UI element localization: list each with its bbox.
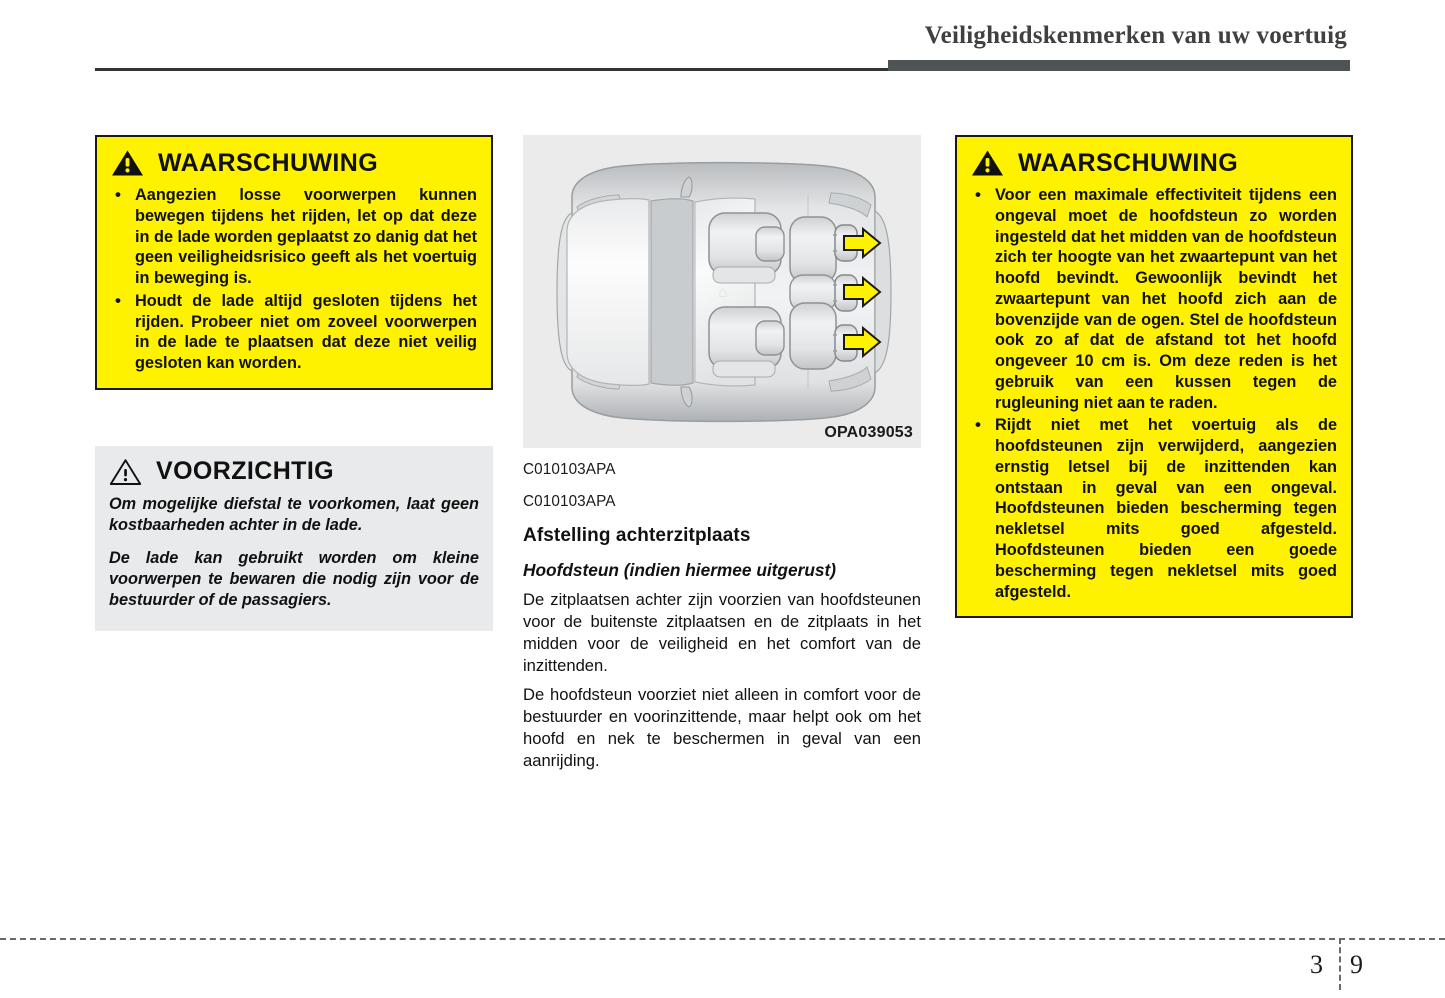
warning-box-header	[111, 149, 477, 177]
page-footer	[0, 938, 1445, 998]
footer-vertical-dashed-divider	[1339, 938, 1341, 990]
rear-seat-left-back	[790, 217, 836, 283]
caution-paragraph: De lade kan gebruikt worden om kleine voorwerpen te bewaren die nodig zijn voor de bestuurder of de passagiers.	[109, 549, 479, 609]
section-title: Afstelling achterzitplaats	[523, 525, 751, 546]
warning-bullet-item: • Houdt de lade altijd gesloten tijdens het rijden. Probeer niet om zoveel voorwerpen in de lade te plaatsen dat deze niet veilig gesloten kan worden.	[111, 291, 477, 374]
warning-box-headrest	[955, 135, 1353, 618]
warning-bullet-list	[971, 185, 1337, 602]
warning-bullet-item: • Rijdt niet met het voertuig als de hoofdsteunen zijn verwijderd, aangezien ernstig letsel bij de inzittenden kan ontstaan in geval van een ongeval. Hoofdsteunen bieden bescherming tegen nekletsel mits goed afgesteld. Hoofdsteunen bieden een goede bescherming tegen nekletsel mits goed afgesteld.	[971, 415, 1337, 602]
roof-watermark: ⌂	[718, 284, 728, 301]
warning-bullet-item: • Aangezien losse voorwerpen kunnen bewegen tijdens het rijden, let op dat deze in de lade worden geplaatst zo danig dat het geen veiligheidsrisico geeft als het voertuig in beweging is.	[111, 185, 477, 289]
warning-box-title: WAARSCHUWING	[158, 148, 379, 177]
column-spacer	[95, 390, 493, 446]
warning-bullet-list	[111, 185, 477, 374]
caution-triangle-outline-icon	[109, 458, 142, 486]
footer-dashed-rule	[0, 938, 1445, 940]
caution-box-header	[109, 458, 479, 486]
figure-reference-code-2: C010103APA	[523, 493, 616, 510]
caution-box-title: VOORZICHTIG	[156, 457, 335, 486]
figure-reference-code-1: C010103APA	[523, 461, 616, 478]
middle-column	[523, 135, 921, 772]
hood	[567, 199, 649, 386]
body-paragraph: De zitplaatsen achter zijn voorzien van hoofdsteunen voor de buitenste zitplaatsen en de zitplaats in het midden voor de veiligheid en het comfort van de inzittenden.	[523, 589, 921, 676]
figure-code-label: OPA039053	[824, 424, 913, 441]
warning-triangle-filled-icon	[111, 149, 144, 177]
warning-box-cargo-tray	[95, 135, 493, 390]
page-title: Veiligheidskenmerken van uw voertuig	[924, 22, 1347, 49]
warning-box-title: WAARSCHUWING	[1018, 148, 1239, 177]
warning-bullet-item: • Voor een maximale effectiviteit tijdens een ongeval moet de hoofdsteun zo worden ingesteld dat het midden van de hoofdsteun zich ter hoogte van het zwaartepunt van het hoofd bevindt. Gewoonlijk bevindt het zwaartepunt van het hoofd zich aan de bovenzijde van de ogen. Stel de hoofdsteun ook zo af dat de afstand tot het hoofd ongeveer 10 cm is. Om deze reden is het gebruik van een kussen tegen de rugleuning niet aan te raden.	[971, 185, 1337, 413]
windshield	[651, 199, 693, 386]
left-column	[95, 135, 493, 631]
warning-box-header	[971, 149, 1337, 177]
chapter-number: 3	[1310, 950, 1323, 979]
front-seat-left-headrest	[756, 227, 784, 261]
page-number: 9	[1350, 950, 1363, 979]
caution-box-valuables	[95, 446, 493, 631]
body-paragraph: De hoofdsteun voorziet niet alleen in comfort voor de bestuurder en voorinzittende, maar helpt ook om het hoofd en nek te beschermen in geval van een aanrijding.	[523, 685, 921, 771]
warning-triangle-filled-icon	[971, 149, 1004, 177]
caution-paragraph: Om mogelijke diefstal te voorkomen, laat geen kostbaarheden achter in de lade.	[109, 494, 479, 534]
front-seat-right-cushion	[713, 361, 775, 377]
car-top-view-rear-headrests-illustration	[523, 135, 921, 448]
car-diagram-svg	[523, 135, 921, 448]
rear-seat-right-back	[790, 303, 836, 369]
subsection-title: Hoofdsteun (indien hiermee uitgerust)	[523, 560, 836, 580]
front-seat-left-cushion	[713, 267, 775, 283]
right-column	[955, 135, 1353, 618]
front-seat-right-headrest	[756, 321, 784, 355]
